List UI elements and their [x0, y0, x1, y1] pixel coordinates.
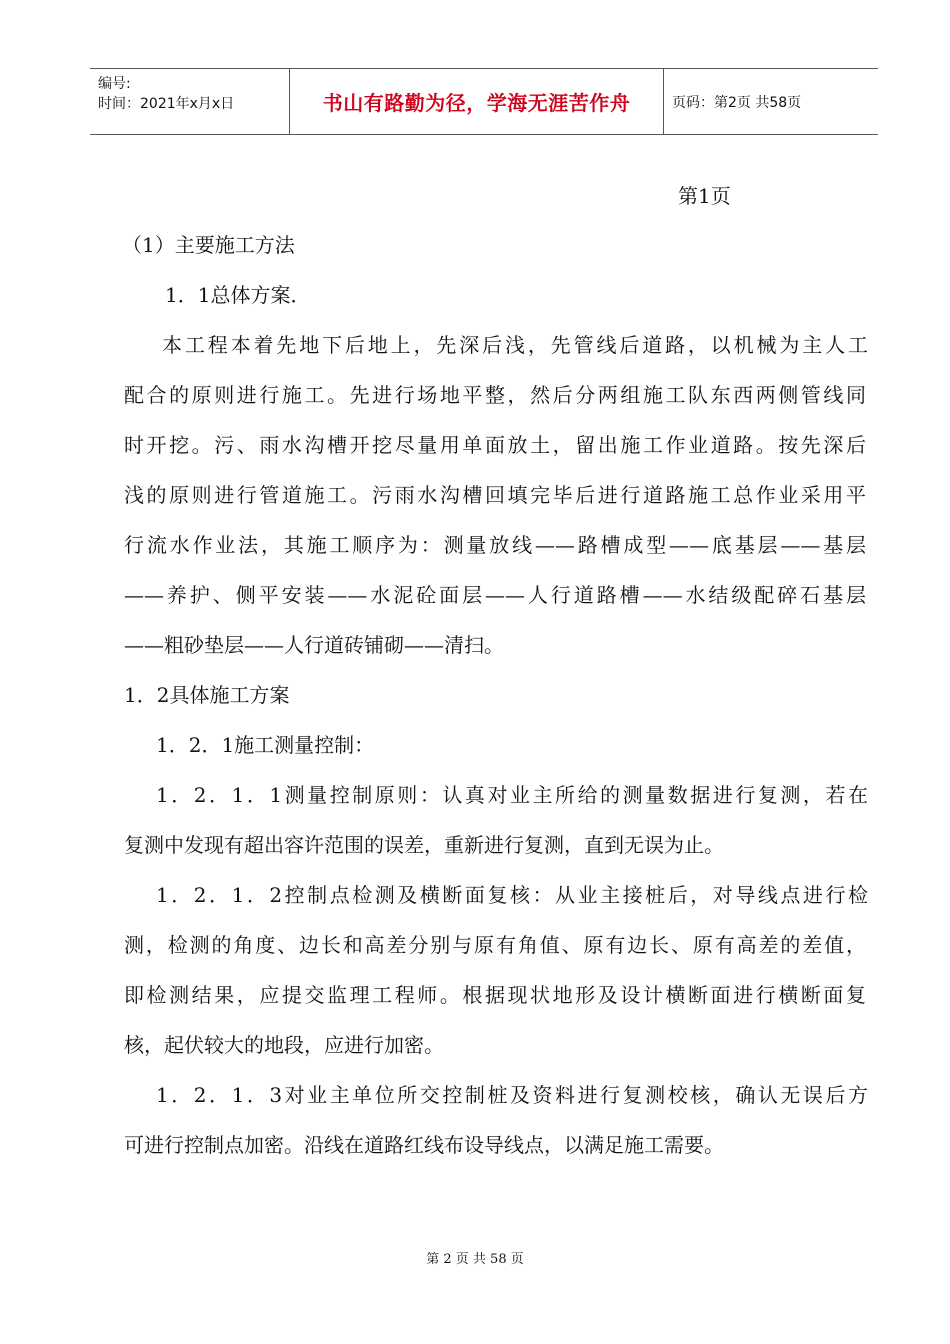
- paragraph-line: 1．2．1．1测量控制原则：认真对业主所给的测量数据进行复测，若在: [156, 783, 868, 807]
- subsection-heading: 1．2．1施工测量控制：: [156, 733, 375, 757]
- paragraph-line: 核，起伏较大的地段，应进行加密。: [124, 1033, 444, 1057]
- page-marker: 第1页: [678, 184, 731, 208]
- header-motto-cell: [290, 69, 664, 134]
- document-time: 时间：2021年x月x日: [98, 96, 235, 112]
- header-page-info: 页码：第2页 共58页: [672, 94, 802, 111]
- header-motto: 书山有路勤为径，学海无涯苦作舟: [322, 91, 631, 115]
- paragraph-line: 时开挖。污、雨水沟槽开挖尽量用单面放土，留出施工作业道路。按先深后: [124, 433, 866, 457]
- paragraph-line: 行流水作业法，其施工顺序为：测量放线——路槽成型——底基层——基层: [124, 533, 866, 557]
- document-number-label: 编号:: [98, 76, 131, 92]
- paragraph-line: 1．2．1．2控制点检测及横断面复核：从业主接桩后，对导线点进行检: [156, 883, 868, 907]
- paragraph-line: 浅的原则进行管道施工。污雨水沟槽回填完毕后进行道路施工总作业采用平: [124, 483, 866, 507]
- header-meta: [90, 69, 290, 134]
- paragraph-line: 本工程本着先地下后地上，先深后浅，先管线后道路，以机械为主人工: [162, 333, 868, 357]
- paragraph-line: 配合的原则进行施工。先进行场地平整，然后分两组施工队东西两侧管线同: [124, 383, 866, 407]
- paragraph-line: 测，检测的角度、边长和高差分别与原有角值、原有边长、原有高差的差值，: [124, 933, 866, 957]
- subsection-heading: 1．2具体施工方案: [124, 683, 290, 707]
- subsection-heading: 1．1总体方案．: [165, 283, 311, 307]
- paragraph-line: ——粗砂垫层——人行道砖铺砌——清扫。: [124, 633, 504, 657]
- section-heading: （1）主要施工方法: [122, 233, 295, 257]
- page-footer: 第 2 页 共 58 页: [426, 1252, 524, 1267]
- paragraph-line: ——养护、侧平安装——水泥砼面层——人行道路槽——水结级配碎石基层: [124, 583, 866, 607]
- paragraph-line: 即检测结果，应提交监理工程师。根据现状地形及设计横断面进行横断面复: [124, 983, 866, 1007]
- page-header: [90, 68, 878, 135]
- paragraph-line: 复测中发现有超出容许范围的误差，重新进行复测，直到无误为止。: [124, 833, 724, 857]
- paragraph-line: 1．2．1．3对业主单位所交控制桩及资料进行复测校核，确认无误后方: [156, 1083, 868, 1107]
- paragraph-line: 可进行控制点加密。沿线在道路红线布设导线点，以满足施工需要。: [124, 1133, 724, 1157]
